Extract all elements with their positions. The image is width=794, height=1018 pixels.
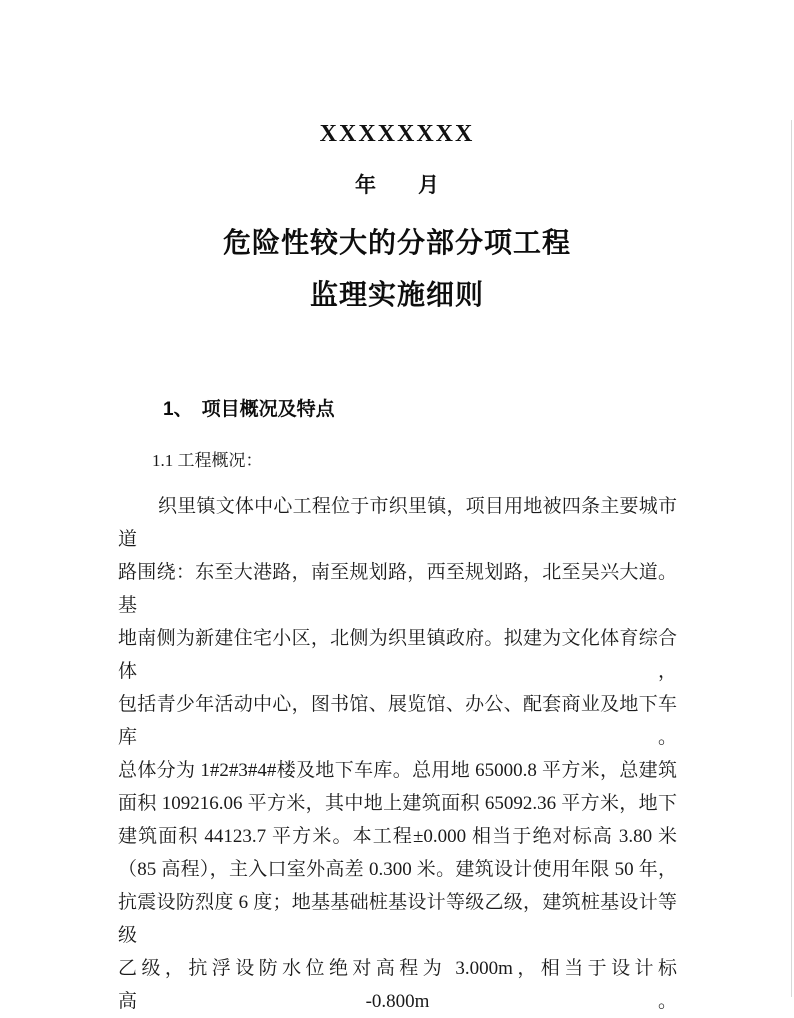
paragraph-line: 抗震设防烈度 6 度；地基基础桩基设计等级乙级，建筑桩基设计等级 [118,892,677,946]
document-page [0,120,794,1012]
document-title-line1: 危险性较大的分部分项工程 [222,227,571,258]
org-name-placeholder: XXXXXXXX [319,121,475,147]
subsection-heading: 1.1 工程概况： [152,451,263,470]
paragraph-line: 路围绕：东至大港路，南至规划路，西至规划路，北至吴兴大道。基 [118,562,677,616]
section-heading [163,398,794,422]
paragraph-line: 织里镇文体中心工程位于市织里镇，项目用地被四条主要城市道 [118,496,677,550]
document-title-line2: 监理实施细则 [309,279,484,310]
page-right-edge-line [791,120,792,997]
paragraph-line: 乙级，抗浮设防水位绝对高程为 3.000m，相当于设计标高-0.800m。 [118,958,677,1012]
paragraph-line: （85 高程），主入口室外高差 0.300 米。建筑设计使用年限 50 年， [118,859,677,880]
paragraph-line: 包括青少年活动中心，图书馆、展览馆、办公、配套商业及地下车库。 [118,694,677,748]
paragraph-line: 面积 109216.06 平方米，其中地上建筑面积 65092.36 平方米，地下 [118,793,677,814]
date-line: 年 月 [355,173,439,197]
paragraph-line: 总体分为 1#2#3#4#楼及地下车库。总用地 65000.8 平方米，总建筑 [118,760,677,781]
paragraph-line: 地南侧为新建住宅小区，北侧为织里镇政府。拟建为文化体育综合体， [118,628,677,682]
section-heading-title: 项目概况及特点 [201,399,335,420]
section-heading-number: 1、 [163,399,193,420]
project-overview-paragraph [118,490,677,1018]
paragraph-line: 建筑面积 44123.7 平方米。本工程±0.000 相当于绝对标高 3.80 米 [118,826,677,847]
